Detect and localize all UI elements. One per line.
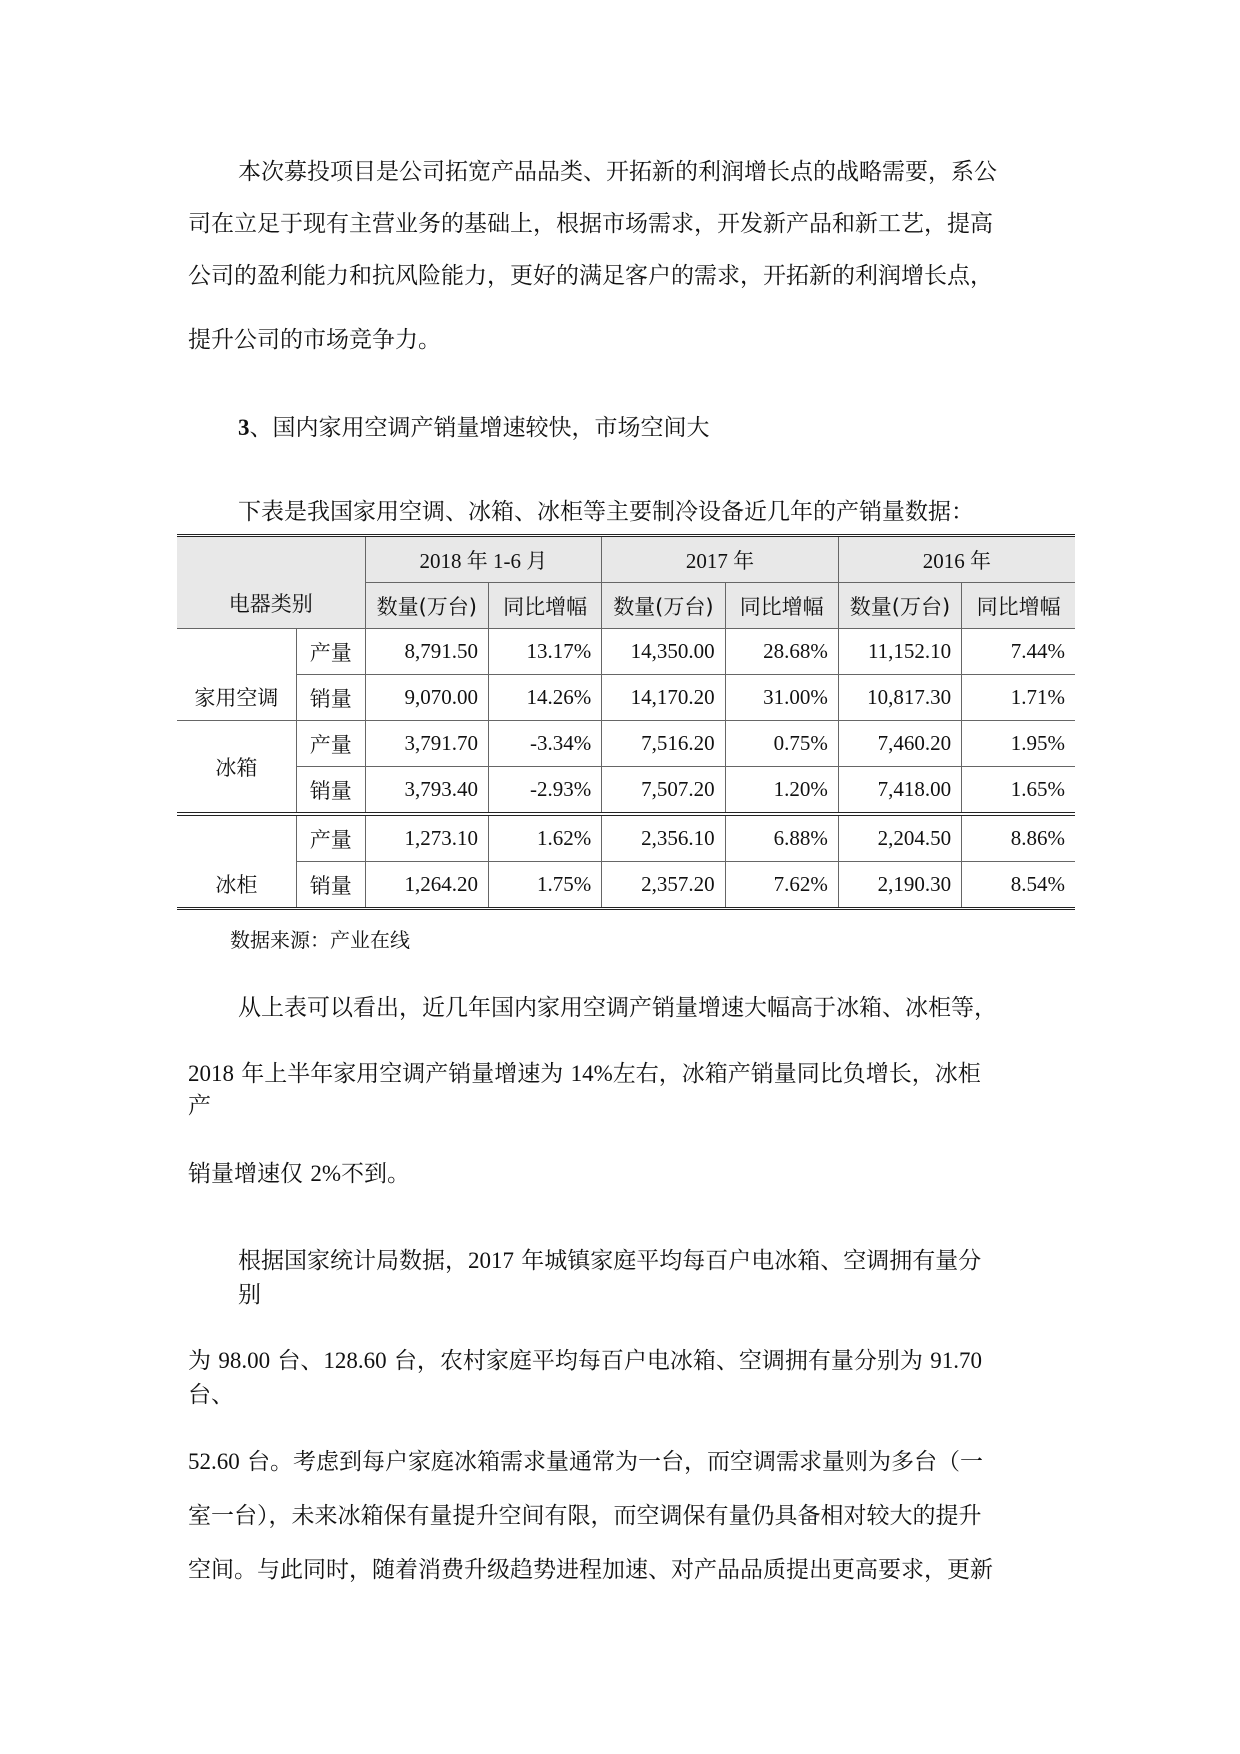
table-cell: 7.62% xyxy=(725,862,838,909)
section-heading xyxy=(238,413,710,443)
qty-header: 数量(万台) xyxy=(365,583,488,629)
yoy-header: 同比增幅 xyxy=(962,583,1075,629)
table-row xyxy=(177,814,1075,862)
qty-header: 数量(万台) xyxy=(602,583,725,629)
category-cell: 冰柜 xyxy=(177,814,296,909)
intro-line-1: 本次募投项目是公司拓宽产品品类、开拓新的利润增长点的战略需要，系公 xyxy=(238,159,997,185)
table-cell: 7,516.20 xyxy=(602,721,725,767)
para2-line-1: 从上表可以看出，近几年国内家用空调产销量增速大幅高于冰箱、冰柜等， xyxy=(238,995,997,1021)
table-cell: 14.26% xyxy=(488,675,601,721)
para3-line-6: 室一台），未来冰箱保有量提升空间有限，而空调保有量仍具备相对较大的提升 xyxy=(188,1503,982,1529)
table-cell: 11,152.10 xyxy=(838,629,961,675)
percent-value: 14% xyxy=(570,1061,613,1086)
table-cell: 1.20% xyxy=(725,767,838,815)
table-cell: 1.62% xyxy=(488,814,601,862)
para2-line-4 xyxy=(188,1159,410,1189)
section-title: 、国内家用空调产销量增速较快，市场空间大 xyxy=(249,415,710,441)
intro-line-4: 提升公司的市场竞争力。 xyxy=(188,327,441,353)
year-value: 2017 xyxy=(468,1248,514,1273)
table-cell: 2,204.50 xyxy=(838,814,961,862)
table-cell: 13.17% xyxy=(488,629,601,675)
table-cell: 7,507.20 xyxy=(602,767,725,815)
period-header: 2016 年 xyxy=(838,536,1075,583)
section-number: 3 xyxy=(238,415,250,440)
text-run: 台、 xyxy=(270,1348,324,1374)
table-cell: -3.34% xyxy=(488,721,601,767)
text-run: 台，农村家庭平均每百户电冰箱、空调拥有量分别为 xyxy=(386,1348,931,1374)
table-cell: 8.86% xyxy=(962,814,1075,862)
number-value: 128.60 xyxy=(323,1348,387,1373)
table-row xyxy=(177,767,1075,815)
period-header: 2017 年 xyxy=(602,536,839,583)
table-cell: 2,356.10 xyxy=(602,814,725,862)
table-row xyxy=(177,675,1075,721)
row-type: 产量 xyxy=(296,814,365,862)
table-cell: 14,170.20 xyxy=(602,675,725,721)
table-cell: 8,791.50 xyxy=(365,629,488,675)
number-value: 52.60 xyxy=(188,1449,240,1474)
table-cell: 7,460.20 xyxy=(838,721,961,767)
table-intro: 下表是我国家用空调、冰箱、冰柜等主要制冷设备近几年的产销量数据： xyxy=(238,499,974,525)
category-cell: 家用空调 xyxy=(177,629,296,721)
table-cell: 7.44% xyxy=(962,629,1075,675)
table-row xyxy=(177,721,1075,767)
table-cell: 6.88% xyxy=(725,814,838,862)
table-header-row-periods xyxy=(177,536,1075,583)
table-cell: 1.65% xyxy=(962,767,1075,815)
para3-line-3 xyxy=(188,1346,982,1376)
intro-line-2: 司在立足于现有主营业务的基础上，根据市场需求，开发新产品和新工艺，提高 xyxy=(188,211,993,237)
table-cell: 1,264.20 xyxy=(365,862,488,909)
table-cell: 10,817.30 xyxy=(838,675,961,721)
table-cell: 3,791.70 xyxy=(365,721,488,767)
para3-line-7: 空间。与此同时，随着消费升级趋势进程加速、对产品品质提出更高要求，更新 xyxy=(188,1557,993,1583)
text-run: 年城镇家庭平均每百户电冰箱、空调拥有量分 xyxy=(514,1248,982,1274)
category-header: 电器类别 xyxy=(177,536,365,629)
percent-value: 2% xyxy=(310,1161,341,1186)
para2-line-3: 产 xyxy=(188,1093,211,1119)
para3-line-4: 台、 xyxy=(188,1382,234,1408)
table-cell: 8.54% xyxy=(962,862,1075,909)
para3-line-2: 别 xyxy=(238,1282,261,1308)
number-value: 98.00 xyxy=(218,1348,271,1373)
text-run: 为 xyxy=(188,1348,219,1374)
table-cell: 9,070.00 xyxy=(365,675,488,721)
table-cell: 31.00% xyxy=(725,675,838,721)
table-cell: 0.75% xyxy=(725,721,838,767)
table-row xyxy=(177,862,1075,909)
table-cell: 1.95% xyxy=(962,721,1075,767)
para2-line-2 xyxy=(188,1059,981,1089)
period-header: 2018 年 1-6 月 xyxy=(365,536,602,583)
table-cell: -2.93% xyxy=(488,767,601,815)
para3-line-5 xyxy=(188,1447,983,1477)
table-cell: 14,350.00 xyxy=(602,629,725,675)
yoy-header: 同比增幅 xyxy=(488,583,601,629)
table-cell: 2,357.20 xyxy=(602,862,725,909)
appliance-production-sales-table xyxy=(177,534,1075,910)
category-cell: 冰箱 xyxy=(177,721,296,815)
year-value: 2018 xyxy=(188,1061,234,1086)
table-cell: 7,418.00 xyxy=(838,767,961,815)
row-type: 销量 xyxy=(296,767,365,815)
table-cell: 28.68% xyxy=(725,629,838,675)
table-cell: 2,190.30 xyxy=(838,862,961,909)
text-run: 根据国家统计局数据， xyxy=(238,1248,468,1274)
text-run: 台。考虑到每户家庭冰箱需求量通常为一台，而空调需求量则为多台（一 xyxy=(239,1449,984,1475)
yoy-header: 同比增幅 xyxy=(725,583,838,629)
data-source-note: 数据来源：产业在线 xyxy=(230,928,410,952)
text-run: 左右，冰箱产销量同比负增长，冰柜 xyxy=(612,1061,981,1087)
qty-header: 数量(万台) xyxy=(838,583,961,629)
table-cell: 1.71% xyxy=(962,675,1075,721)
row-type: 产量 xyxy=(296,721,365,767)
text-run: 销量增速仅 xyxy=(188,1161,311,1187)
row-type: 销量 xyxy=(296,675,365,721)
table-cell: 1,273.10 xyxy=(365,814,488,862)
intro-line-3: 公司的盈利能力和抗风险能力，更好的满足客户的需求，开拓新的利润增长点， xyxy=(188,263,993,289)
row-type: 产量 xyxy=(296,629,365,675)
table-cell: 3,793.40 xyxy=(365,767,488,815)
table-row xyxy=(177,629,1075,675)
text-run: 不到。 xyxy=(340,1161,410,1187)
para3-line-1 xyxy=(238,1246,981,1276)
text-run: 年上半年家用空调产销量增速为 xyxy=(234,1061,571,1087)
row-type: 销量 xyxy=(296,862,365,909)
table-cell: 1.75% xyxy=(488,862,601,909)
number-value: 91.70 xyxy=(930,1348,982,1373)
